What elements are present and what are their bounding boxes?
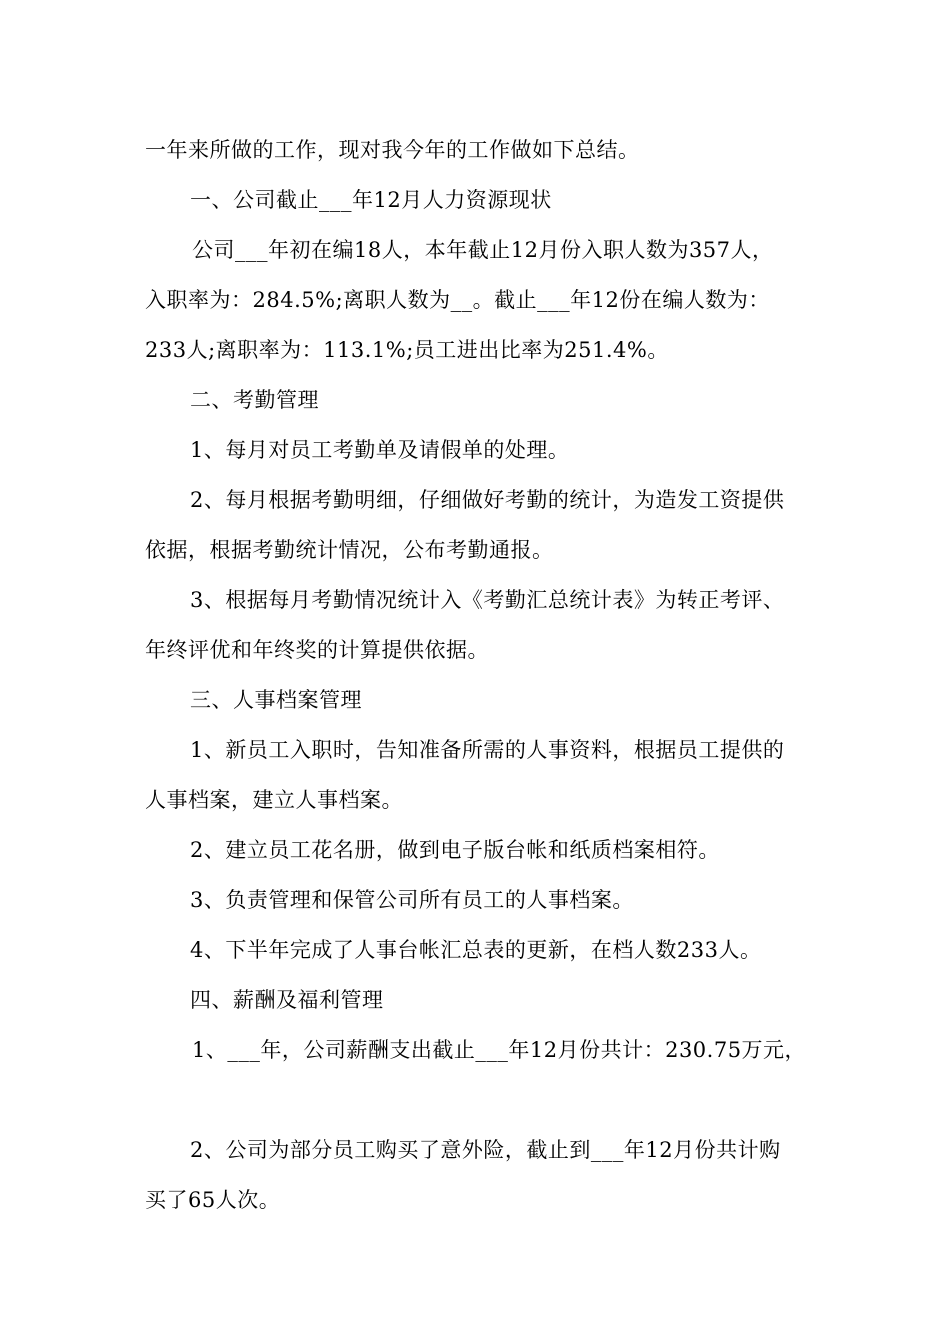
list-item-continuation: 年终评优和年终奖的计算提供依据。 [145, 638, 489, 662]
section-heading-3: 三、人事档案管理 [190, 688, 362, 712]
list-item: 1、新员工入职时，告知准备所需的人事资料，根据员工提供的 [190, 738, 785, 762]
list-item: 3、根据每月考勤情况统计入《考勤汇总统计表》为转正考评、 [190, 588, 785, 612]
section-heading-1: 一、公司截止___年12月人力资源现状 [190, 188, 552, 212]
list-item-continuation: 买了65人次。 [145, 1188, 281, 1212]
section-heading-4: 四、薪酬及福利管理 [190, 988, 384, 1012]
list-item: 4、下半年完成了人事台帐汇总表的更新，在档人数233人。 [190, 938, 762, 962]
paragraph-line: 公司___年初在编18人，本年截止12月份入职人数为357人， [192, 238, 774, 262]
list-item: 1、___年，公司薪酬支出截止___年12月份共计：230.75万元， [192, 1038, 807, 1062]
list-item-continuation: 依据，根据考勤统计情况，公布考勤通报。 [145, 538, 554, 562]
list-item: 3、负责管理和保管公司所有员工的人事档案。 [190, 888, 634, 912]
list-item: 2、公司为部分员工购买了意外险，截止到___年12月份共计购 [190, 1138, 781, 1162]
paragraph-line: 入职率为：284.5%;离职人数为__。截止___年12份在编人数为： [145, 288, 770, 312]
list-item: 2、建立员工花名册，做到电子版台帐和纸质档案相符。 [190, 838, 720, 862]
paragraph-line: 233人;离职率为：113.1%;员工进出比率为251.4%。 [145, 338, 669, 362]
list-item: 1、每月对员工考勤单及请假单的处理。 [190, 438, 570, 462]
list-item: 2、每月根据考勤明细，仔细做好考勤的统计，为造发工资提供 [190, 488, 785, 512]
section-heading-2: 二、考勤管理 [190, 388, 319, 412]
list-item-continuation: 人事档案，建立人事档案。 [145, 788, 403, 812]
intro-line: 一年来所做的工作，现对我今年的工作做如下总结。 [145, 138, 640, 162]
